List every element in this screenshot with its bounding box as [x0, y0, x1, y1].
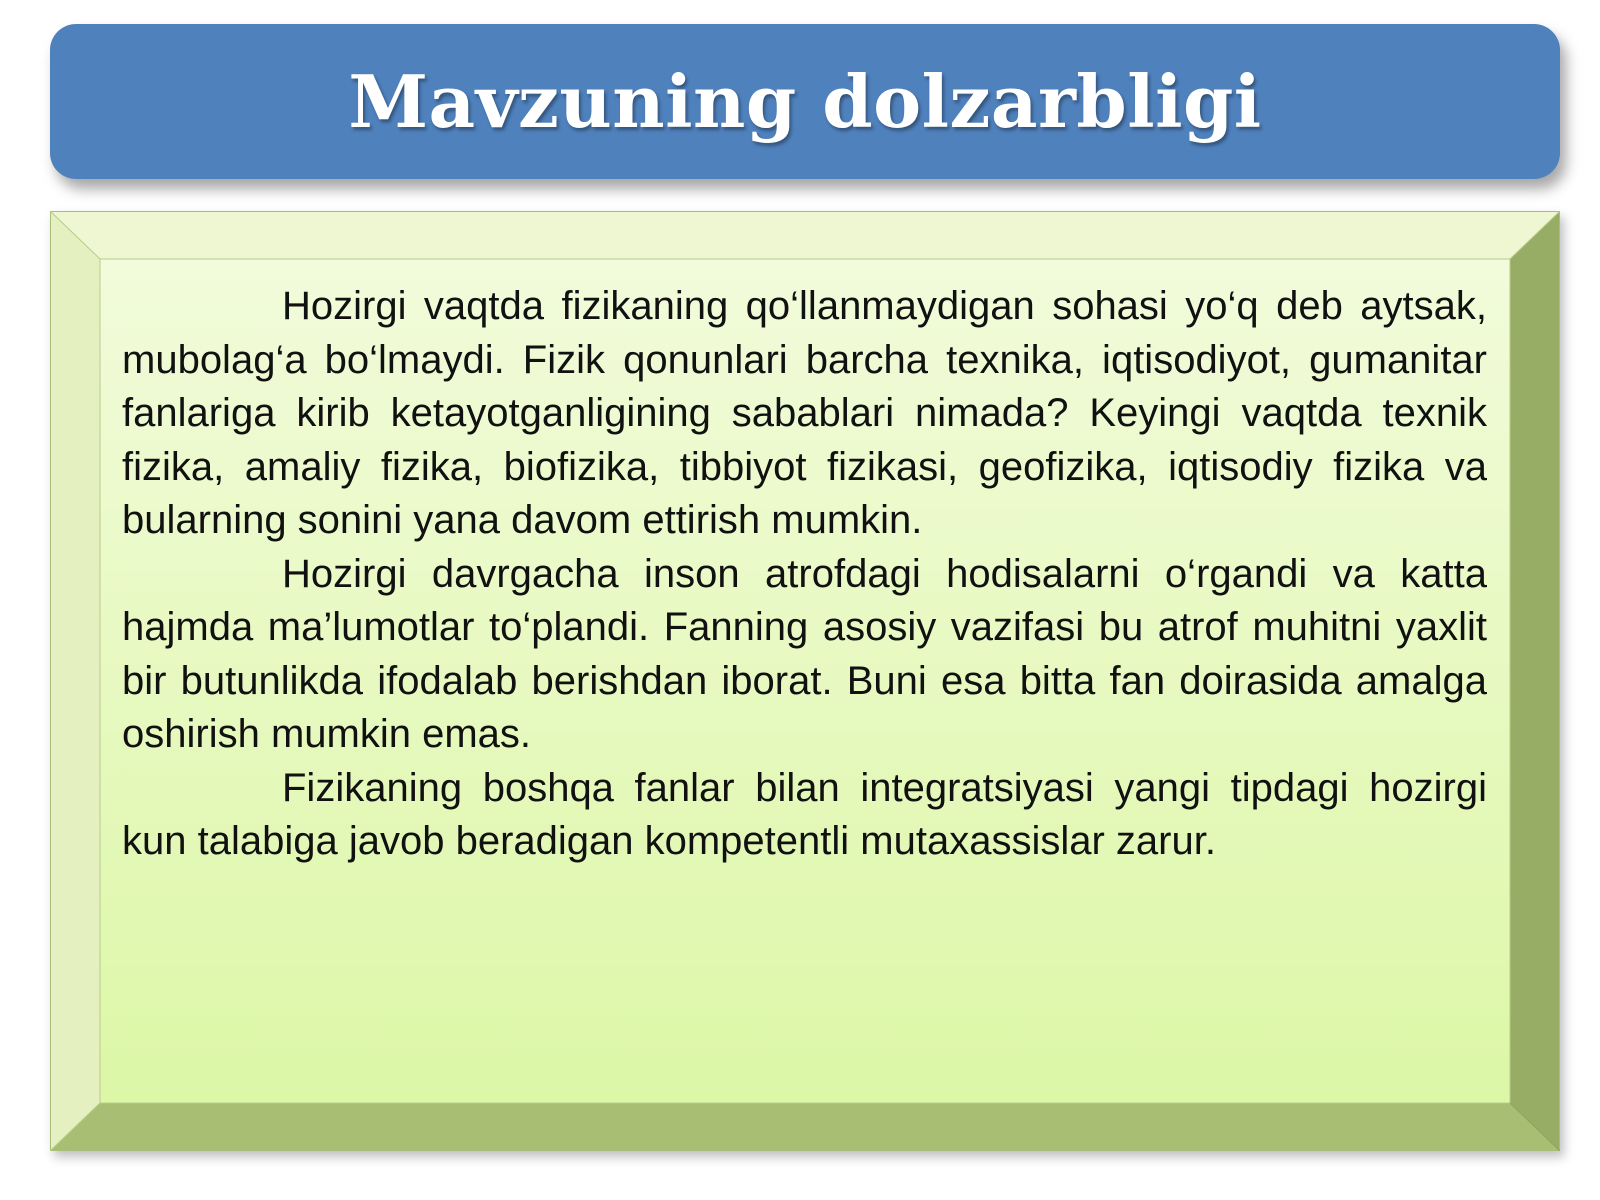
body-text	[122, 280, 1487, 869]
paragraph-3: Fizikaning boshqa fanlar bilan integratsiyasi yangi tipdagi hozirgi kun talabiga javob beradigan kompetentli mutaxassislar zarur.	[122, 765, 1487, 863]
paragraph-2: Hozirgi davrgacha inson atrofdagi hodisalarni o‘rgandi va katta hajmda ma’lumotlar to‘plandi. Fanning asosiy vazifasi bu atrof muhitni yaxlit bir butunlikda ifodalab berishdan iborat. Buni esa bitta fan doirasida amalga oshirish mumkin emas.	[122, 551, 1487, 756]
title-banner	[50, 24, 1560, 179]
slide-title: Mavzuning dolzarbligi	[348, 58, 1262, 144]
paragraph-1: Hozirgi vaqtda fizikaning qo‘llanmaydigan sohasi yo‘q deb aytsak, mubolag‘a bo‘lmaydi. Fizik qonunlari barcha texnika, iqtisodiyot, gumanitar fanlariga kirib ketayotganligining sabablari nimada? Keyingi vaqtda texnik fizika, amaliy fizika, biofizika, tibbiyot fizikasi, geofizika, iqtisodiy fizika va bularning sonini yana davom ettirish mumkin.	[122, 284, 1487, 542]
